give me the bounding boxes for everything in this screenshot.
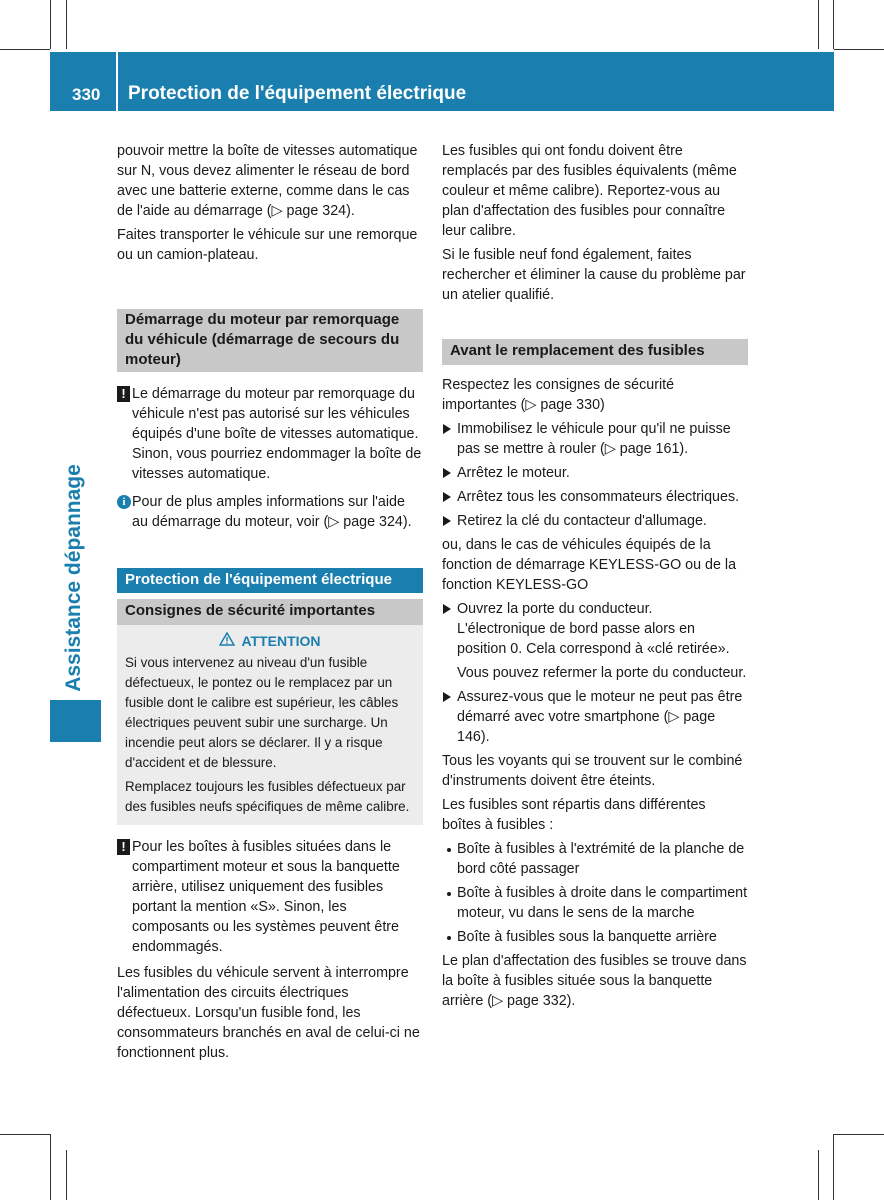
paragraph: Respectez les consignes de sécurité importantes (▷ page 330) bbox=[442, 377, 675, 413]
crop-mark bbox=[818, 1150, 819, 1200]
page-header bbox=[50, 52, 834, 111]
left-column bbox=[117, 141, 423, 1067]
paragraph: Si le fusible neuf fond également, faites rechercher et éliminer la cause du problème par un atelier qualifié. bbox=[442, 247, 746, 303]
arrow-bullet-icon bbox=[443, 424, 451, 434]
step-text: Arrêtez tous les consommateurs électriques. bbox=[457, 489, 740, 505]
step-text: Ouvrez la porte du conducteur. bbox=[457, 601, 653, 617]
section-heading: Avant le remplacement des fusibles bbox=[442, 339, 748, 365]
step-result: L'électronique de bord passe alors en position 0. Cela correspond à «clé retirée». bbox=[457, 621, 730, 657]
step-text: Retirez la clé du contacteur d'allumage. bbox=[457, 513, 707, 529]
dot-bullet-icon bbox=[447, 936, 451, 940]
warning-text: Pour les boîtes à fusibles situées dans le compartiment moteur et sous la banquette arrière, utilisez uniquement des fusibles portant la mention «S». Sinon, les composants ou les systèmes peuvent être endommagés. bbox=[132, 839, 400, 955]
list-item bbox=[442, 839, 748, 879]
dot-bullet-icon bbox=[447, 892, 451, 896]
paragraph: Le plan d'affectation des fusibles se trouve dans la boîte à fusibles située sous la banquette arrière (▷ page 332). bbox=[442, 953, 747, 1009]
paragraph: Les fusibles du véhicule servent à interrompre l'alimentation des circuits électriques défectueux. Lorsqu'un fusible fond, les consommateurs branchés en aval de celui-ci ne fonctionnent plus. bbox=[117, 965, 420, 1061]
attention-label: ATTENTION bbox=[241, 633, 321, 649]
crop-mark bbox=[834, 1134, 884, 1135]
attention-text: Si vous intervenez au niveau d'un fusible défectueux, le pontez ou le remplacez par un fusible dont le calibre est supérieur, les câbles électriques peuvent subir une surcharge. Un incendie peut alors se déclarer. Il y a risque d'accident et de blessure. bbox=[125, 655, 399, 770]
step-text: Arrêtez le moteur. bbox=[457, 465, 570, 481]
paragraph: Tous les voyants qui se trouvent sur le combiné d'instruments doivent être éteints. bbox=[442, 753, 743, 789]
page-number: 330 bbox=[72, 85, 101, 104]
info-note bbox=[117, 492, 423, 532]
attention-box bbox=[117, 625, 423, 825]
step-note: Vous pouvez refermer la porte du conducteur. bbox=[457, 665, 747, 681]
crop-mark bbox=[66, 1150, 67, 1200]
crop-mark bbox=[0, 49, 50, 50]
side-tab-label: Assistance dépannage bbox=[62, 464, 85, 692]
info-text: Pour de plus amples informations sur l'aide au démarrage du moteur, voir (▷ page 324). bbox=[132, 494, 412, 530]
warning-text: Le démarrage du moteur par remorquage du véhicule n'est pas autorisé sur les véhicules équipés d'une boîte de vitesses automatique. Sinon, vous pourriez endommager la boîte de vitesses automatique. bbox=[132, 386, 422, 482]
crop-mark bbox=[0, 1134, 50, 1135]
info-icon: i bbox=[117, 495, 131, 509]
crop-mark bbox=[818, 0, 819, 49]
section-heading: Consignes de sécurité importantes bbox=[117, 599, 423, 625]
arrow-bullet-icon bbox=[443, 604, 451, 614]
crop-mark bbox=[834, 49, 884, 50]
paragraph: pouvoir mettre la boîte de vitesses automatique sur N, vous devez alimenter le réseau de bord avec une batterie externe, comme dans le cas de l'aide au démarrage (▷ page 324). bbox=[117, 143, 418, 219]
step-item bbox=[442, 487, 748, 507]
exclamation-icon: ! bbox=[117, 386, 130, 402]
list-item-text: Boîte à fusibles sous la banquette arrière bbox=[457, 929, 717, 945]
warning-triangle-icon bbox=[219, 631, 235, 651]
section-heading: Démarrage du moteur par remorquage du véhicule (démarrage de secours du moteur) bbox=[117, 309, 423, 372]
crop-mark bbox=[66, 0, 67, 49]
crop-mark bbox=[833, 1134, 834, 1200]
arrow-bullet-icon bbox=[443, 516, 451, 526]
list-item bbox=[442, 927, 748, 947]
step-item bbox=[442, 419, 748, 459]
paragraph: ou, dans le cas de véhicules équipés de la fonction de démarrage KEYLESS-GO ou de la fonction KEYLESS-GO bbox=[442, 537, 737, 593]
arrow-bullet-icon bbox=[443, 692, 451, 702]
step-text: Immobilisez le véhicule pour qu'il ne puisse pas se mettre à rouler (▷ page 161). bbox=[457, 421, 731, 457]
arrow-bullet-icon bbox=[443, 492, 451, 502]
crop-mark bbox=[50, 0, 51, 49]
arrow-bullet-icon bbox=[443, 468, 451, 478]
paragraph: Les fusibles sont répartis dans différentes boîtes à fusibles : bbox=[442, 797, 706, 833]
paragraph: Les fusibles qui ont fondu doivent être remplacés par des fusibles équivalents (même couleur et même calibre). Reportez-vous au plan d'affectation des fusibles pour connaître leur calibre. bbox=[442, 143, 737, 239]
list-item-text: Boîte à fusibles à droite dans le compartiment moteur, vu dans le sens de la marche bbox=[457, 885, 748, 921]
crop-mark bbox=[833, 0, 834, 49]
crop-mark bbox=[50, 1134, 51, 1200]
list-item bbox=[442, 883, 748, 923]
step-item bbox=[442, 687, 748, 747]
warning-note bbox=[117, 384, 423, 484]
step-text: Assurez-vous que le moteur ne peut pas être démarré avec votre smartphone (▷ page 146). bbox=[457, 689, 743, 745]
page-title: Protection de l'équipement électrique bbox=[128, 83, 467, 104]
right-column bbox=[442, 141, 748, 1015]
attention-text: Remplacez toujours les fusibles défectueux par des fusibles neufs spécifiques de même calibre. bbox=[125, 779, 410, 814]
list-item-text: Boîte à fusibles à l'extrémité de la planche de bord côté passager bbox=[457, 841, 745, 877]
dot-bullet-icon bbox=[447, 848, 451, 852]
attention-heading bbox=[125, 631, 415, 651]
exclamation-icon: ! bbox=[117, 839, 130, 855]
warning-note bbox=[117, 837, 423, 957]
section-heading-blue: Protection de l'équipement électrique bbox=[117, 568, 423, 593]
side-tab-marker bbox=[50, 700, 101, 742]
paragraph: Faites transporter le véhicule sur une remorque ou un camion-plateau. bbox=[117, 227, 418, 263]
step-item bbox=[442, 463, 748, 483]
step-item bbox=[442, 599, 748, 619]
header-divider bbox=[116, 52, 118, 111]
step-item bbox=[442, 511, 748, 531]
